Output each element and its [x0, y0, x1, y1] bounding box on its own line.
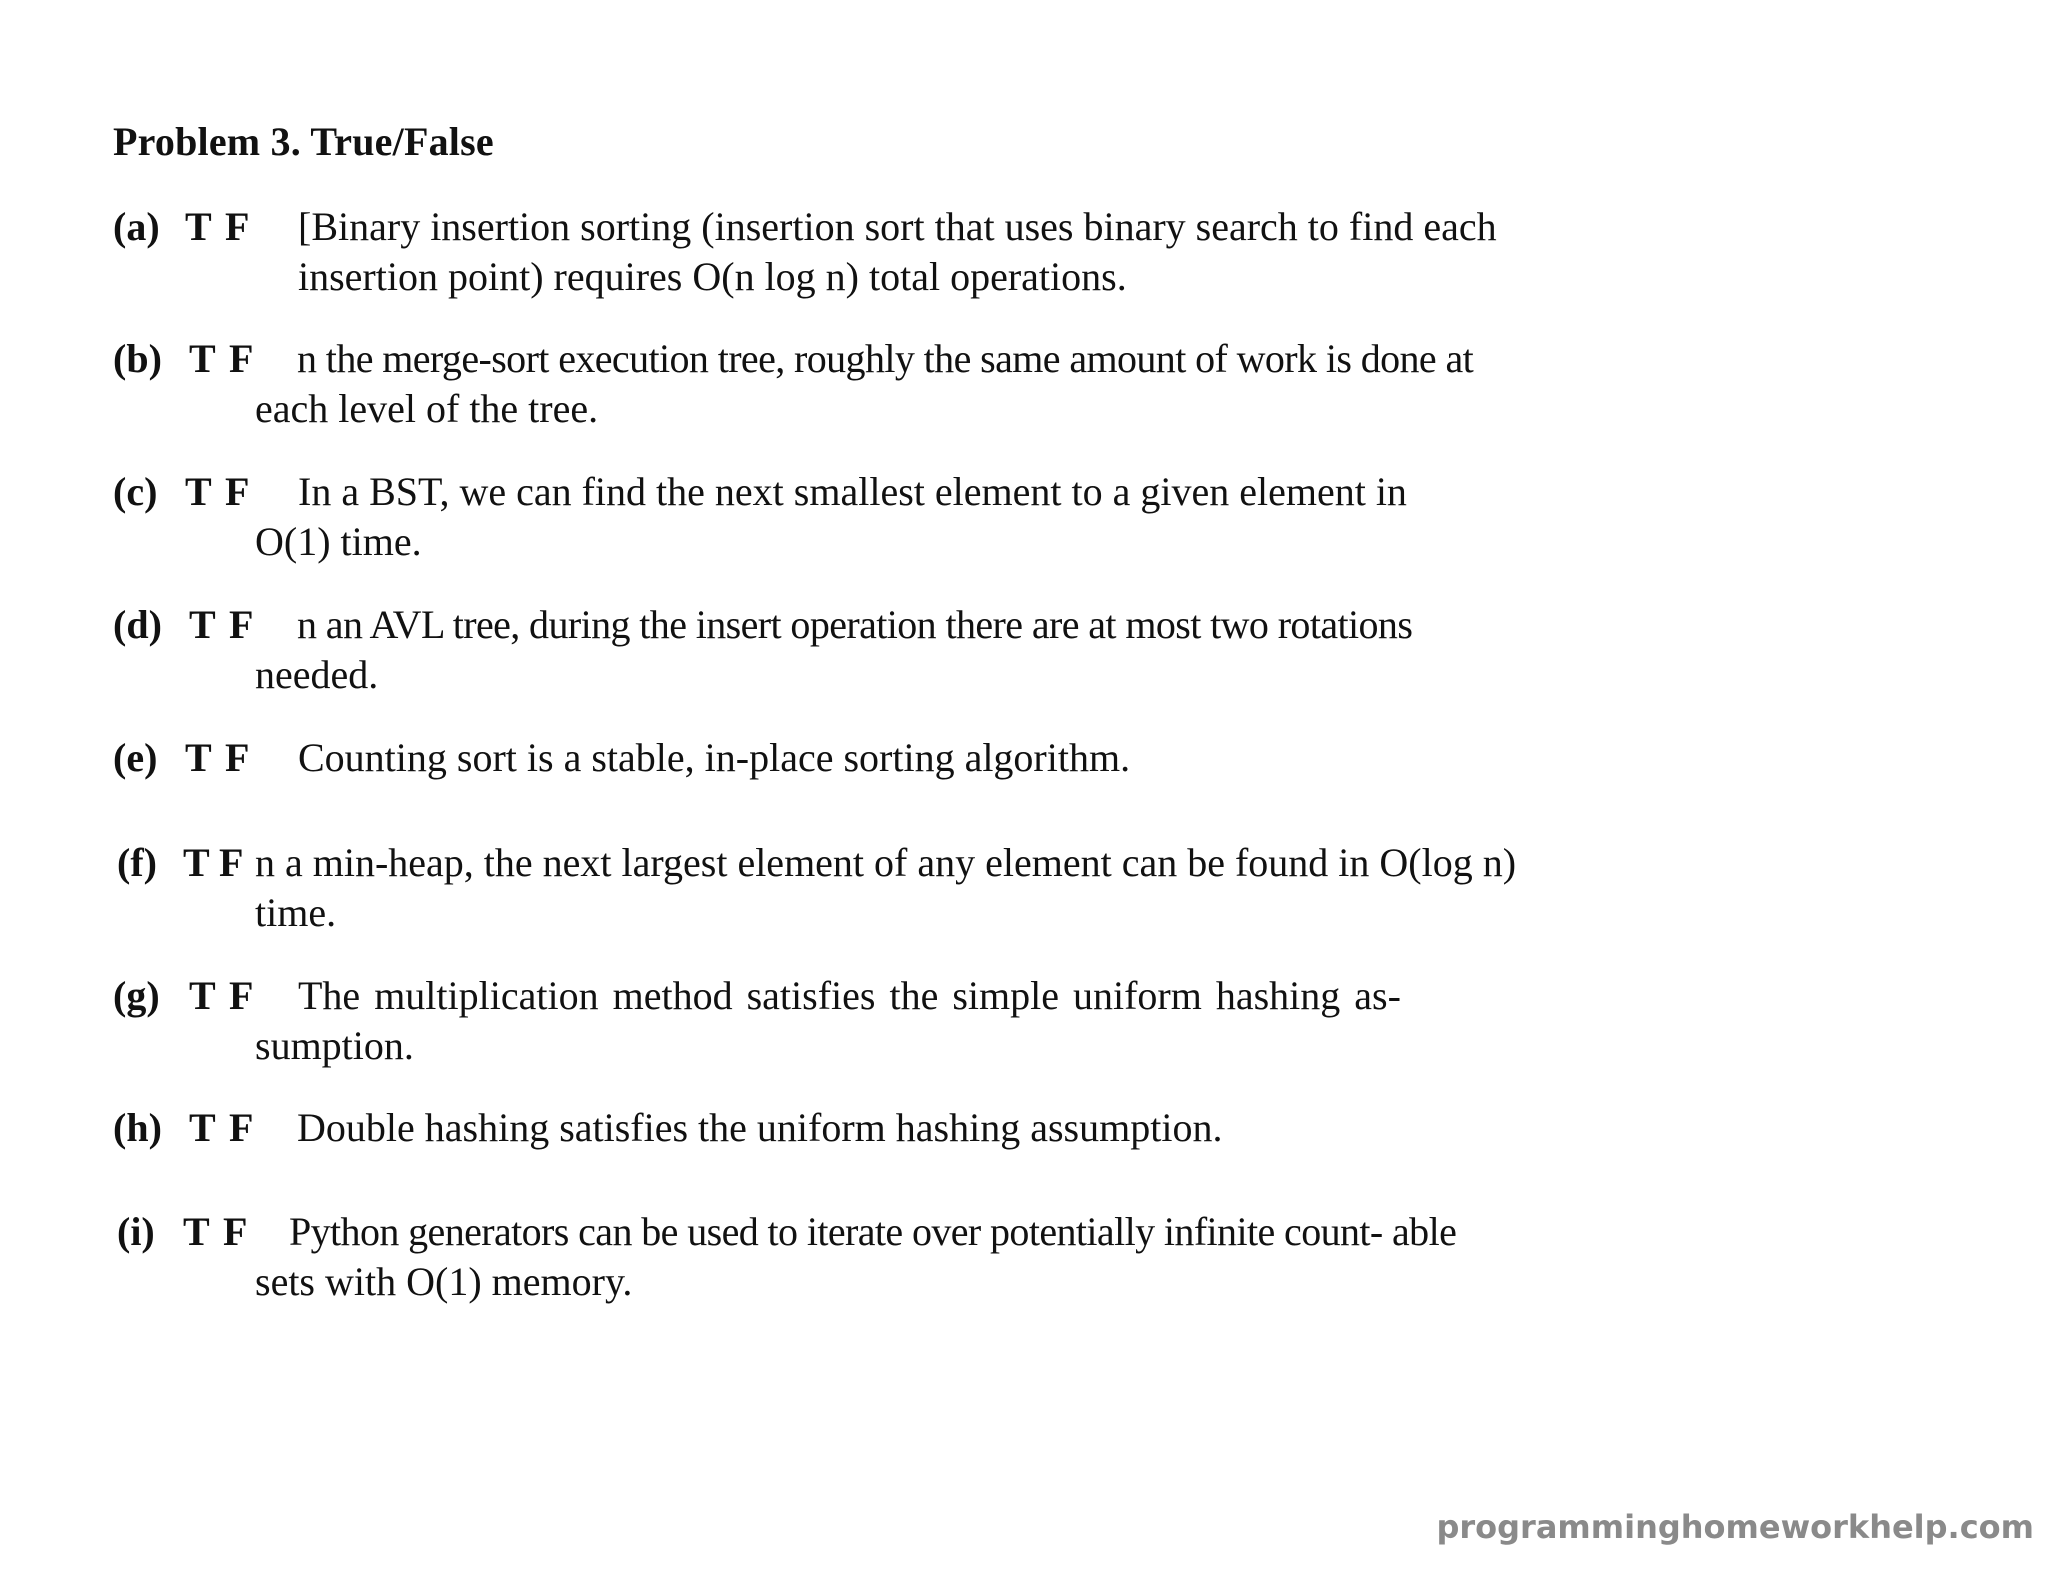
question-text-line1: n a min-heap, the next largest element of any element can be found in O(log n): [255, 840, 1517, 885]
question-text-line1: Python generators can be used to iterate over potentially infinite count- able: [289, 1209, 1457, 1254]
question-label: (e): [113, 735, 158, 780]
true-false-marker: T F: [183, 1209, 250, 1254]
true-false-marker: T F: [185, 204, 252, 249]
question-item-c: [113, 467, 1643, 567]
question-text-line2: sumption.: [255, 1023, 414, 1068]
question-text-line1: [Binary insertion sorting (insertion sort that uses binary search to find each: [298, 204, 1497, 249]
question-text-line1: Counting sort is a stable, in-place sorting algorithm.: [298, 735, 1131, 780]
question-item-g: [113, 971, 1643, 1071]
question-text-line1: In a BST, we can find the next smallest element to a given element in: [298, 469, 1407, 514]
problem-title: Problem 3. True/False: [113, 119, 494, 164]
question-label: (f): [117, 840, 157, 885]
question-label: (c): [113, 469, 158, 514]
question-item-d: [113, 600, 1643, 700]
true-false-marker: T F: [185, 735, 252, 780]
question-text-line1: Double hashing satisfies the uniform hashing assumption.: [297, 1105, 1223, 1150]
question-label: (h): [113, 1105, 162, 1150]
question-text-line2: each level of the tree.: [255, 386, 599, 431]
question-item-h: [113, 1103, 1643, 1153]
question-text-line2: insertion point) requires O(n log n) total operations.: [298, 254, 1127, 299]
question-label: (b): [113, 336, 162, 381]
question-label: (g): [113, 973, 160, 1018]
true-false-marker: T F: [189, 973, 256, 1018]
question-label: (i): [117, 1209, 155, 1254]
true-false-marker: T F: [189, 1105, 256, 1150]
question-text-line2: needed.: [255, 652, 379, 697]
watermark-url: programminghomeworkhelp.com: [1436, 1508, 2034, 1546]
true-false-marker: T F: [185, 469, 252, 514]
question-item-f: [113, 838, 1643, 938]
question-item-a: [113, 202, 1643, 302]
question-label: (d): [113, 602, 162, 647]
question-text-line1: The multiplication method satisfies the simple uniform hashing as-: [298, 973, 1401, 1018]
question-text-line2: time.: [255, 890, 337, 935]
question-label: (a): [113, 204, 160, 249]
question-item-i: [113, 1207, 1643, 1307]
question-item-b: [113, 334, 1643, 434]
question-text-line1: n an AVL tree, during the insert operation there are at most two rotations: [297, 602, 1413, 647]
question-text-line2: O(1) time.: [255, 519, 422, 564]
true-false-marker: T F: [183, 840, 244, 885]
true-false-marker: T F: [189, 602, 256, 647]
question-text-line1: n the merge-sort execution tree, roughly the same amount of work is done at: [297, 336, 1474, 381]
true-false-marker: T F: [189, 336, 256, 381]
question-text-line2: sets with O(1) memory.: [255, 1259, 633, 1304]
question-item-e: [113, 733, 1643, 783]
